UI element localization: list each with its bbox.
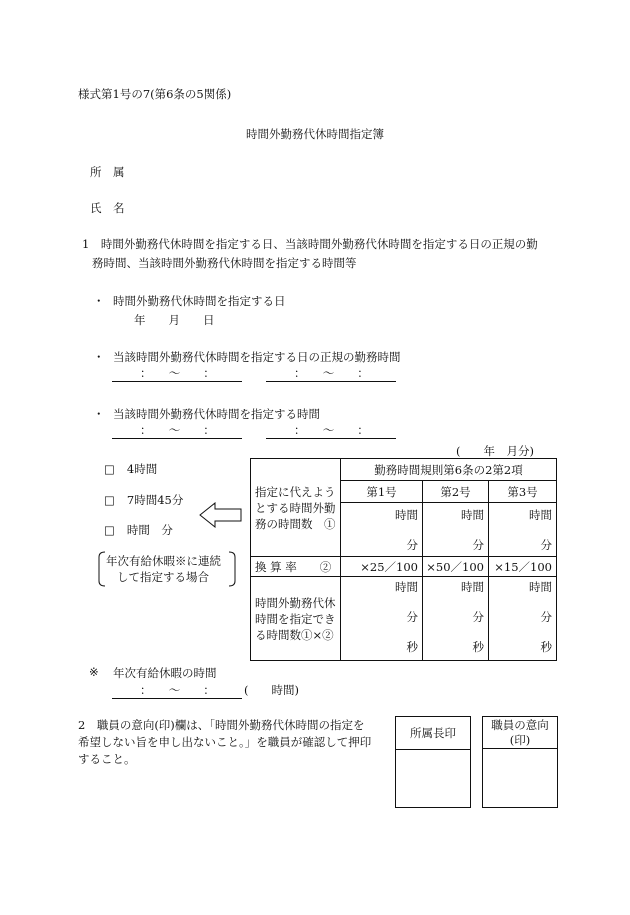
checkbox-icon[interactable]: □	[104, 523, 115, 537]
unit-hour: 時間	[461, 507, 484, 522]
group-header: 勤務時間規則第6条の2第2項	[341, 459, 557, 481]
bracket-note-2: して指定する場合	[117, 570, 209, 584]
column-header: 第1号	[341, 481, 423, 503]
note-mark: ※	[89, 665, 99, 679]
bullet: ・	[93, 294, 105, 308]
item2-range-2: ： ～ ：	[294, 366, 369, 380]
section2-line1: 2 職員の意向(印)欄は、「時間外勤務代休時間の指定を	[78, 718, 365, 732]
affiliation-label: 所 属	[90, 165, 125, 179]
staff-intention-label: 職員の意向 (印)	[483, 717, 557, 749]
item3-range-2: ： ～ ：	[294, 423, 369, 437]
section2-line3: すること。	[78, 752, 136, 766]
option-7h45m[interactable]	[104, 492, 183, 508]
bracket-note-1: 年次有給休暇※に連続	[106, 554, 221, 568]
item2-range-1: ： ～ ：	[140, 366, 215, 380]
year-month: ( 年 月分)	[456, 444, 534, 458]
note-label: 年次有給休暇の時間	[113, 666, 217, 680]
underline	[112, 438, 242, 439]
name-label: 氏 名	[90, 201, 125, 215]
unit-minute: 分	[472, 610, 484, 624]
option-label: 7時間45分	[126, 493, 184, 507]
left-arrow-icon	[199, 502, 243, 528]
unit-minute: 分	[472, 537, 484, 552]
section1-heading: 1 時間外勤務代休時間を指定する日、当該時間外勤務代休時間を指定する日の正規の勤	[82, 237, 538, 251]
unit-hour: 時間	[529, 580, 553, 594]
staff-intention-box[interactable]	[482, 716, 558, 808]
unit-minute: 分	[540, 537, 553, 552]
note-range: ： ～ ：	[140, 683, 215, 697]
table-cell[interactable]	[489, 503, 557, 557]
form-number: 様式第1号の7(第6条の5関係)	[78, 87, 232, 101]
item3-label: 当該時間外勤務代休時間を指定する時間	[113, 407, 320, 421]
option-label: 4時間	[126, 462, 158, 476]
bullet: ・	[93, 407, 105, 421]
unit-hour: 時間	[395, 507, 418, 522]
checkbox-icon[interactable]: □	[104, 493, 115, 507]
rate-cell: ×50／100	[423, 557, 489, 577]
title-text: 時間外勤務代休時間指定簿	[246, 127, 384, 141]
section1-heading-cont: 務時間、当該時間外勤務代休時間を指定する時間等	[92, 256, 357, 270]
table-cell[interactable]	[489, 577, 557, 661]
page-title	[0, 126, 630, 142]
unit-minute: 分	[540, 610, 553, 624]
unit-hour: 時間	[461, 580, 484, 594]
unit-minute: 分	[406, 537, 418, 552]
unit-minute: 分	[406, 610, 418, 624]
chief-stamp-box[interactable]	[395, 716, 471, 808]
underline	[112, 381, 242, 382]
note-hours: ( 時間)	[244, 683, 299, 697]
column-header: 第3号	[489, 481, 557, 503]
column-header: 第2号	[423, 481, 489, 503]
option-custom[interactable]	[104, 522, 173, 538]
item1-date: 年 月 日	[134, 313, 215, 327]
underline	[112, 698, 242, 699]
option-label: 時間 分	[126, 523, 173, 537]
underline	[266, 381, 396, 382]
unit-hour: 時間	[529, 507, 553, 522]
table-cell[interactable]	[423, 577, 489, 661]
rate-cell: ×15／100	[489, 557, 557, 577]
table-cell[interactable]	[423, 503, 489, 557]
unit-second: 秒	[540, 640, 553, 654]
checkbox-icon[interactable]: □	[104, 462, 115, 476]
table-cell[interactable]	[341, 503, 423, 557]
option-4h[interactable]	[104, 461, 157, 477]
unit-second: 秒	[406, 640, 418, 654]
rate-cell: ×25／100	[341, 557, 423, 577]
row1-label: 指定に代えようとする時間外勤務の時間数 ①	[251, 459, 341, 557]
item1-label: 時間外勤務代休時間を指定する日	[113, 294, 286, 308]
unit-second: 秒	[472, 640, 484, 654]
section2-line2: 希望しない旨を申し出ないこと。」を職員が確認して押印	[78, 735, 372, 749]
table-cell[interactable]	[341, 577, 423, 661]
row2-label: 換 算 率 ②	[251, 557, 341, 577]
underline	[266, 438, 396, 439]
conversion-table	[250, 458, 557, 661]
chief-stamp-label: 所属長印	[396, 717, 470, 750]
item3-range-1: ： ～ ：	[140, 423, 215, 437]
row3-label: 時間外勤務代休時間を指定できる時間数①×②	[251, 577, 341, 661]
item2-label: 当該時間外勤務代休時間を指定する日の正規の勤務時間	[113, 350, 401, 364]
bullet: ・	[93, 350, 105, 364]
unit-hour: 時間	[395, 580, 418, 594]
